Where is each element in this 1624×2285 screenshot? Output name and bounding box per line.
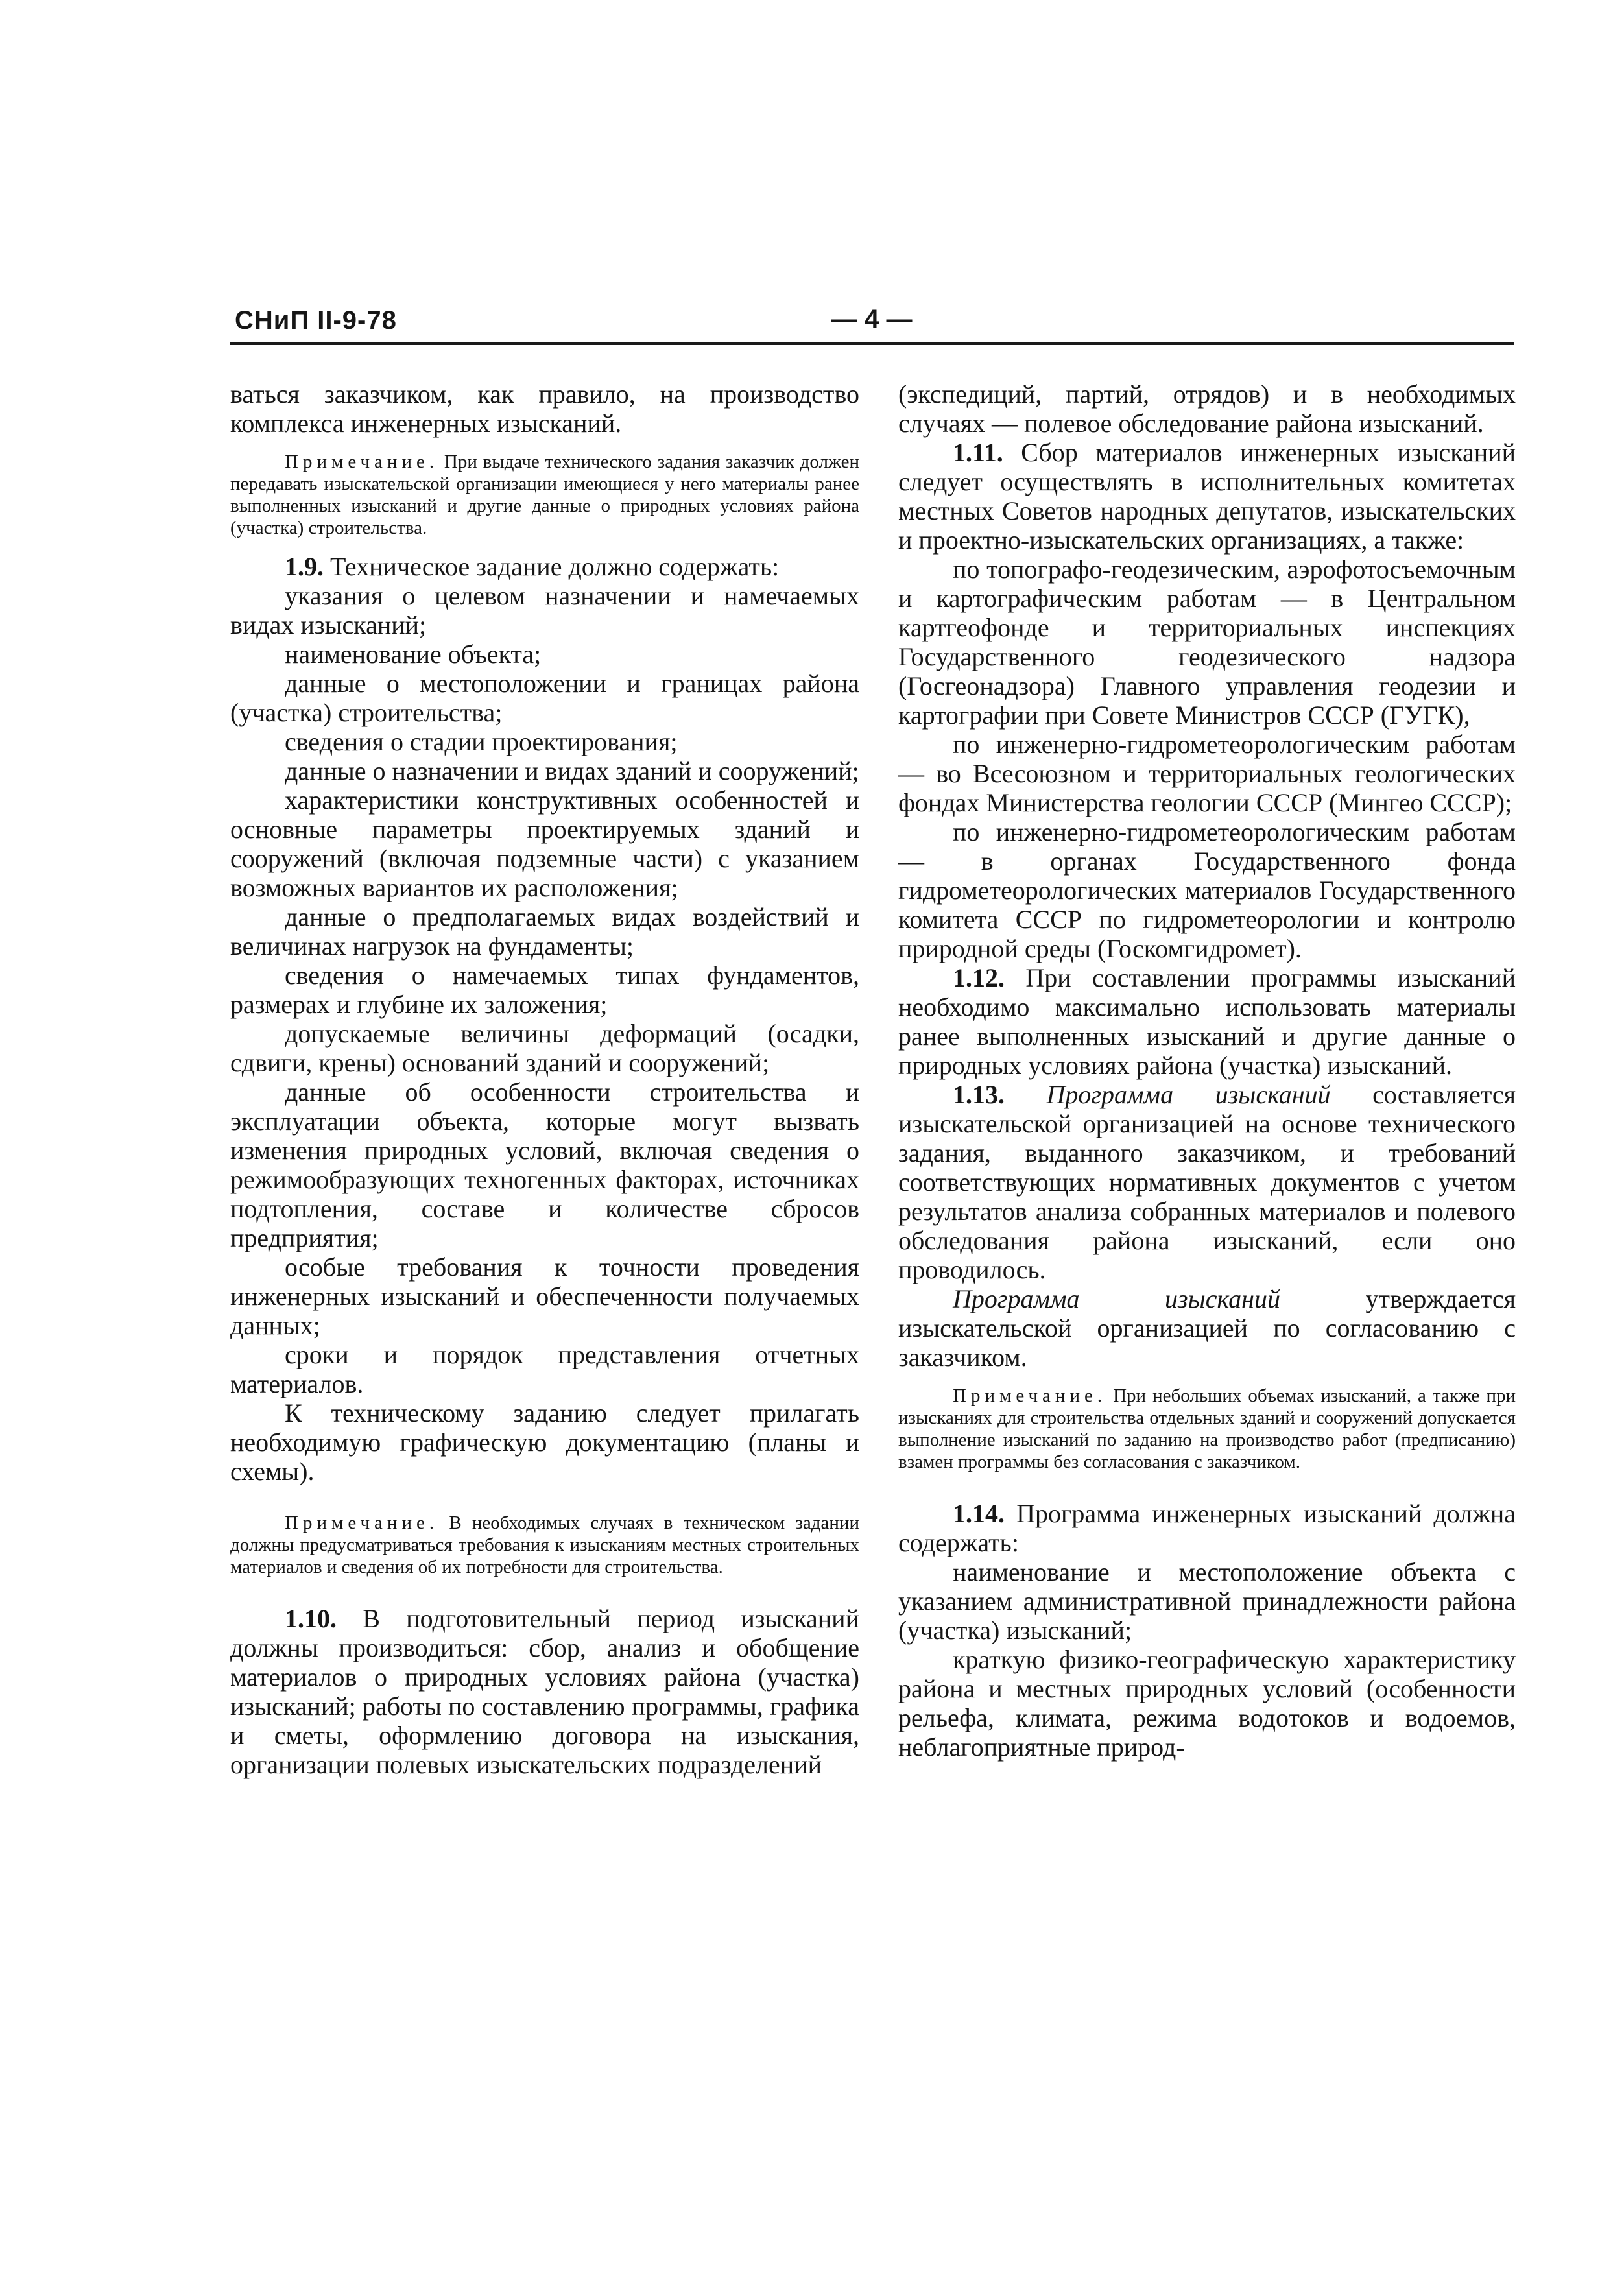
section-text: В подготовительный период изысканий должны производиться: сбор, анализ и обобщение материалов о природных условиях района (участка) изысканий; работы по составлению программы, графика и сметы, оформлению договора на изыскания, организации полевых изыскательских подразделений — [230, 1604, 859, 1779]
left-column — [230, 379, 859, 1779]
document-code: СНиП II-9-78 — [235, 306, 397, 335]
section-number: 1.14. — [953, 1499, 1005, 1528]
paragraph: К техническому заданию следует прилагать необходимую графическую документацию (планы и схемы). — [230, 1398, 859, 1486]
note — [230, 451, 859, 539]
note-label: Примечание. — [953, 1385, 1107, 1406]
page-number: — 4 — — [831, 305, 913, 333]
list-item: характеристики конструктивных особенностей и основные параметры проектируемых зданий и сооружений (включая подземные части) с указанием возможных вариантов их расположения; — [230, 785, 859, 902]
section-1-13 — [898, 1080, 1516, 1284]
list-item: сроки и порядок представления отчетных материалов. — [230, 1340, 859, 1398]
paragraph: ваться заказчиком, как правило, на производство комплекса инженерных изысканий. — [230, 379, 859, 438]
list-item: сведения о намечаемых типах фундаментов, размерах и глубине их заложения; — [230, 961, 859, 1019]
section-number: 1.10. — [285, 1604, 337, 1633]
note-text: В необходимых случаях в техническом задании должны предусматриваться требования к изысканиям местных строительных материалов и сведения об их потребности для строительства. — [230, 1513, 859, 1577]
note-label: Примечание. — [285, 451, 439, 472]
note-label: Примечание. — [285, 1513, 439, 1533]
note — [230, 1512, 859, 1578]
section-text: Сбор материалов инженерных изысканий следует осуществлять в исполнительных комитетах местных Советов народных депутатов, изыскательских и проектно-изыскательских организациях, а также: — [898, 438, 1516, 555]
section-1-12 — [898, 963, 1516, 1080]
section-text: При составлении программы изысканий необходимо максимально использовать материалы ранее выполненных изысканий и другие данные о природных условиях района (участка) изысканий. — [898, 963, 1516, 1080]
list-item: указания о целевом назначении и намечаемых видах изысканий; — [230, 581, 859, 640]
note — [898, 1385, 1516, 1473]
section-1-9 — [230, 552, 859, 581]
list-item: по топографо-геодезическим, аэрофотосъемочным и картографическим работам — в Центральном картгеофонде и территориальных инспекциях Государственного геодезического надзора (Госгеонадзора) Главного управления геодезии и картографии при Совете Министров СССР (ГУГК), — [898, 555, 1516, 730]
italic-term: Программа изысканий — [953, 1284, 1281, 1313]
section-1-11 — [898, 438, 1516, 555]
list-item: по инженерно-гидрометеорологическим работам — в органах Государственного фонда гидрометеорологических материалов Государственного комитета СССР по гидрометеорологии и контролю природной среды (Госкомгидромет). — [898, 817, 1516, 963]
section-1-14 — [898, 1499, 1516, 1557]
section-number: 1.9. — [285, 552, 324, 581]
section-number: 1.11. — [953, 438, 1003, 467]
header-rule — [230, 342, 1514, 345]
list-item: данные о местоположении и границах района (участка) строительства; — [230, 669, 859, 727]
list-item: сведения о стадии проектирования; — [285, 727, 678, 756]
section-text: Техническое задание должно содержать: — [324, 552, 780, 581]
page-header — [235, 306, 1512, 348]
paragraph — [898, 1284, 1516, 1372]
list-item: по инженерно-гидрометеорологическим работам — во Всесоюзном и территориальных геологических фондах Министерства геологии СССР (Мингео СССР); — [898, 730, 1516, 817]
list-item: особые требования к точности проведения инженерных изысканий и обеспеченности получаемых данных; — [230, 1252, 859, 1340]
list-item: наименование и местоположение объекта с указанием административной принадлежности района (участка) изысканий; — [898, 1557, 1516, 1645]
section-number: 1.13. — [953, 1080, 1005, 1109]
section-1-10 — [230, 1604, 859, 1779]
list-item: наименование объекта; — [285, 640, 542, 669]
section-number: 1.12. — [953, 963, 1005, 992]
list-item: данные о назначении и видах зданий и сооружений; — [285, 756, 859, 785]
paragraph-text: утверждается изыскательской организацией по согласованию с заказчиком. — [898, 1284, 1516, 1372]
list-item: краткую физико-географическую характеристику района и местных природных условий (особенности рельефа, климата, режима водотоков и водоемов, неблагоприятные природ- — [898, 1645, 1516, 1762]
section-text: составляется изыскательской организацией на основе технического задания, выданного заказчиком, и требований соответствующих нормативных документов с учетом результатов анализа собранных материалов и полевого обследования района изысканий, если оно проводилось. — [898, 1080, 1516, 1284]
section-text: Программа инженерных изысканий должна содержать: — [898, 1499, 1516, 1557]
list-item: допускаемые величины деформаций (осадки, сдвиги, крены) оснований зданий и сооружений; — [230, 1019, 859, 1077]
list-item: данные о предполагаемых видах воздействий и величинах нагрузок на фундаменты; — [230, 902, 859, 961]
italic-term: Программа изысканий — [1005, 1080, 1331, 1109]
note-text: При небольших объемах изысканий, а также при изысканиях для строительства отдельных зданий и сооружений допускается выполнение изысканий по заданию на производство работ (предписанию) взамен программы без согласования с заказчиком. — [898, 1385, 1516, 1472]
paragraph: (экспедиций, партий, отрядов) и в необходимых случаях — полевое обследование района изысканий. — [898, 379, 1516, 438]
note-text: При выдаче технического задания заказчик должен передавать изыскательской организации имеющиеся у него материалы ранее выполненных изысканий и другие данные о природных условиях района (участка) строительства. — [230, 451, 859, 538]
right-column — [898, 379, 1516, 1762]
list-item: данные об особенности строительства и эксплуатации объекта, которые могут вызвать изменения природных условий, включая сведения о режимообразующих техногенных факторах, источниках подтопления, составе и количестве сбросов предприятия; — [230, 1077, 859, 1252]
